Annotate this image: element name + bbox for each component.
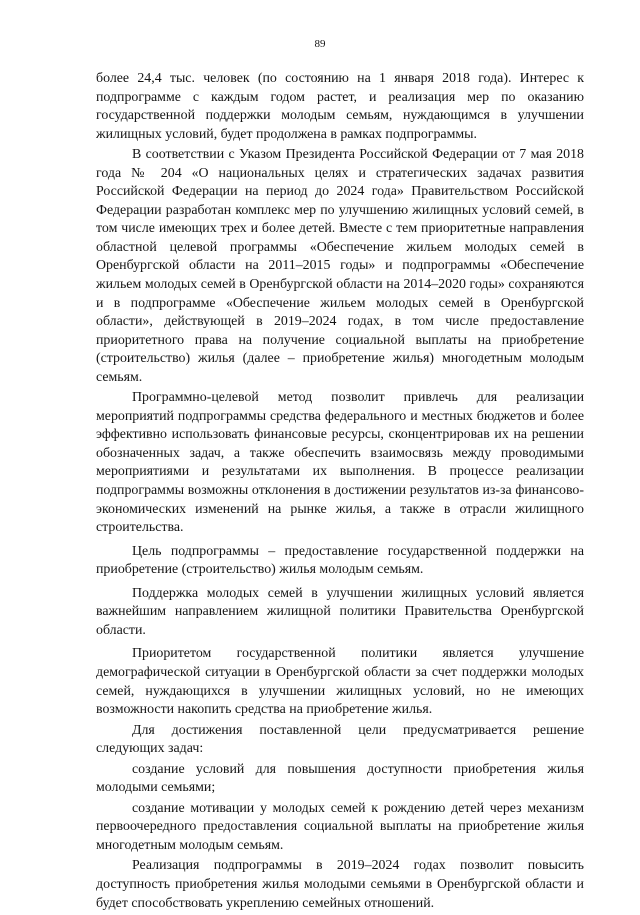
document-body (96, 70, 584, 915)
paragraph: В соответствии с Указом Президента Российской Федерации от 7 мая 2018 года № 204 «О национальных целях и стратегических задачах развития Российской Федерации на период до 2024 года» Правительством Российской Федерации разработан комплекс мер по улучшению жилищных условий семей, в том числе имеющих трех и более детей. Вместе с тем приоритетные направления областной целевой программы «Обеспечение жильем молодых семей в Оренбургской области на 2011–2015 годы» и подпрограммы «Обеспечение жильем молодых семей в Оренбургской области на 2014–2020 годы» сохраняются и в подпрограмме «Обеспечение жильем молодых семей в Оренбургской области», действующей в 2019–2024 годах, в том числе предоставление приоритетного права на получение социальной выплаты на приобретение (строительство) жилья (далее – приобретение жилья) многодетным молодым семьям. (96, 147, 584, 385)
paragraph: Для достижения поставленной цели предусматривается решение следующих задач: (96, 722, 584, 757)
paragraph: Приоритетом государственной политики является улучшение демографической ситуации в Оренбургской области за счет поддержки молодых семей, нуждающихся в улучшении жилищных условий, но не имеющих возможности накопить средства на приобретение жилья. (96, 646, 584, 718)
paragraph: более 24,4 тыс. человек (по состоянию на 1 января 2018 года). Интерес к подпрограмме с каждым годом растет, и реализация мер по оказанию государственной поддержки молодым семьям, нуждающимся в улучшении жилищных условий, будет продолжена в рамках подпрограммы. (96, 71, 584, 142)
paragraph: Поддержка молодых семей в улучшении жилищных условий является важнейшим направлением жилищной политики Правительства Оренбургской области. (96, 585, 584, 638)
paragraph: Реализация подпрограммы в 2019–2024 годах позволит повысить доступность приобретения жилья молодыми семьями в Оренбургской области и будет способствовать укреплению семейных отношений. (96, 858, 584, 911)
paragraph: Программно-целевой метод позволит привлечь для реализации мероприятий подпрограммы средства федерального и местных бюджетов и более эффективно использовать финансовые ресурсы, сконцентрировав их на решении обозначенных задач, а также обеспечить взаимосвязь между проводимыми мероприятиями и результатами их выполнения. В процессе реализации подпрограммы возможны отклонения в достижении результатов из-за финансово-экономических изменений на рынке жилья, а также в отрасли жилищного строительства. (96, 390, 584, 536)
list-item: создание условий для повышения доступности приобретения жилья молодыми семьями; (96, 761, 584, 796)
page-number: 89 (314, 38, 326, 50)
paragraph: Цель подпрограммы – предоставление государственной поддержки на приобретение (строительство) жилья молодым семьям. (96, 543, 584, 578)
list-item: создание мотивации у молодых семей к рождению детей через механизм первоочередного предоставления социальной выплаты на приобретение жилья многодетным молодым семьям. (96, 800, 584, 853)
